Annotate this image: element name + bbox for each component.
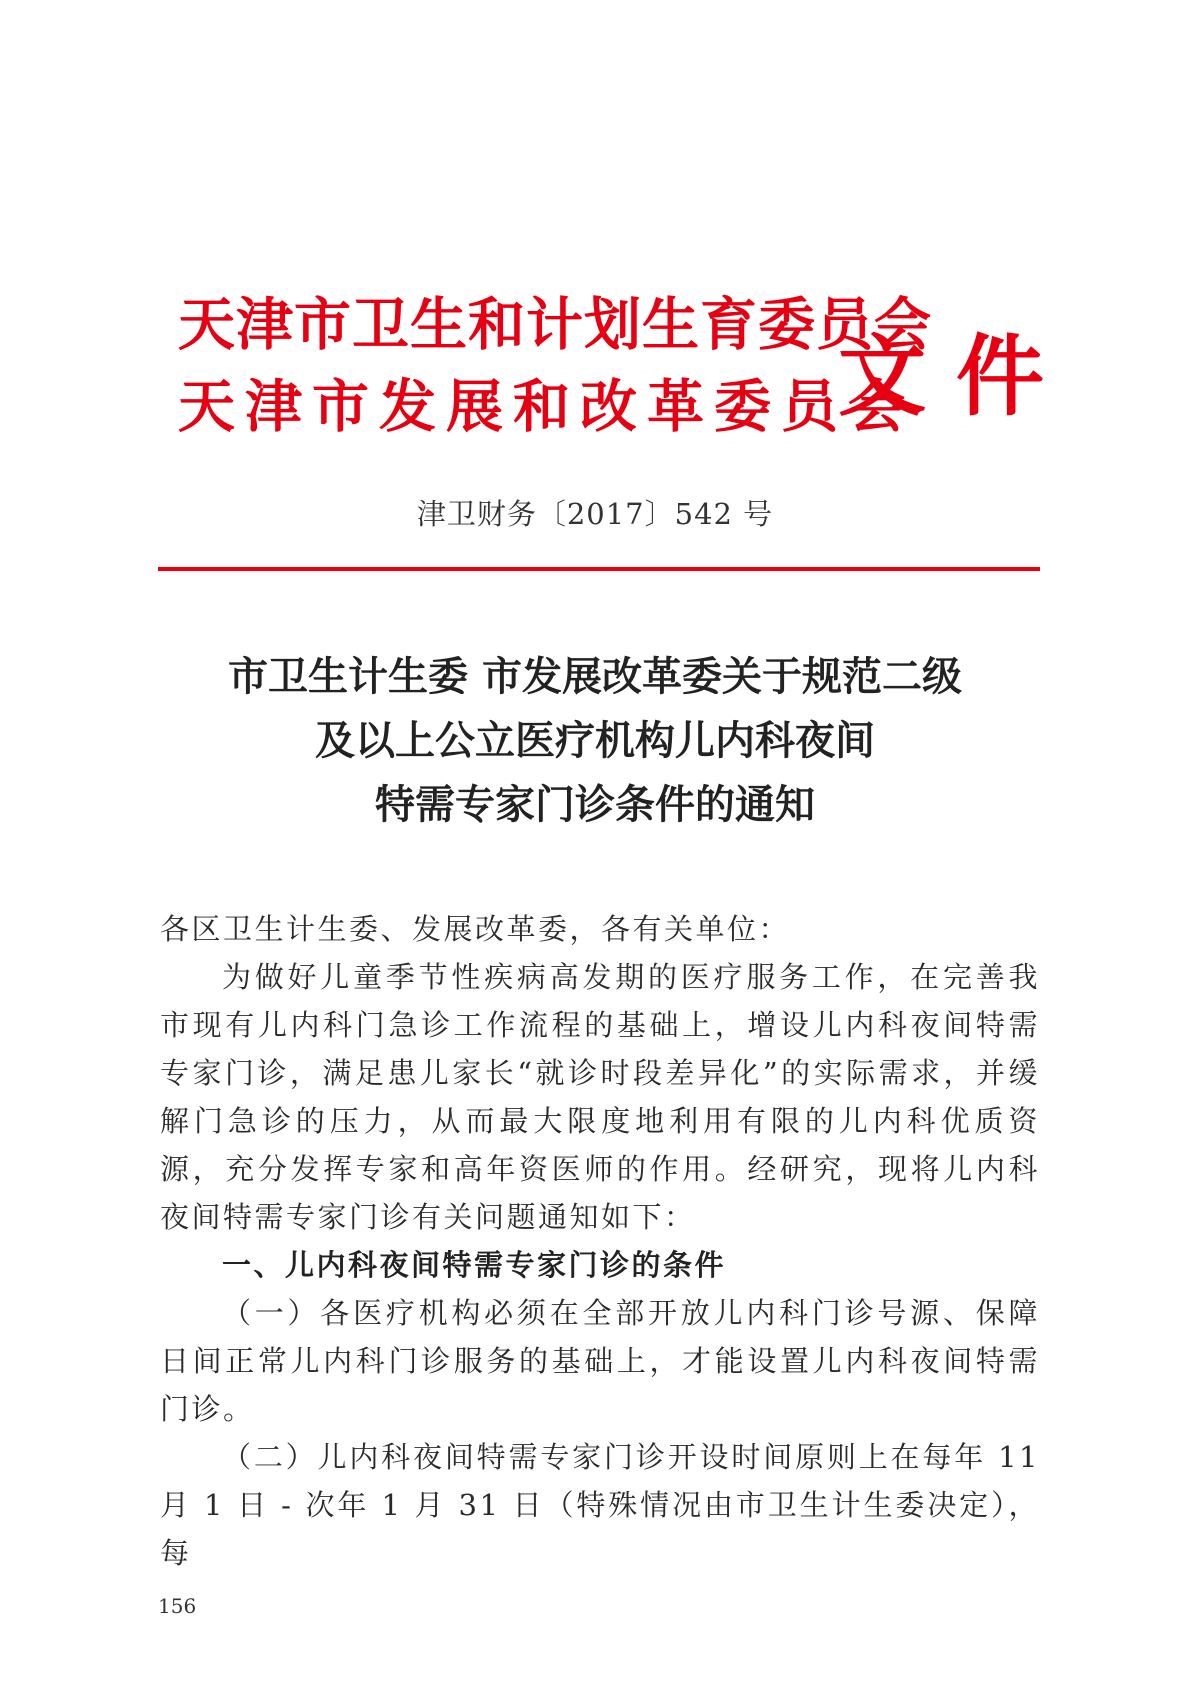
document-body xyxy=(160,905,1040,1577)
document-title xyxy=(0,645,1190,837)
list-item: （一）各医疗机构必须在全部开放儿内科门诊号源、保障日间正常儿内科门诊服务的基础上，才能设置儿内科夜间特需门诊。 xyxy=(160,1296,1040,1426)
issuer-name-health-commission: 天津市卫生和计划生育委员会 xyxy=(178,291,932,358)
red-divider-line xyxy=(158,567,1040,571)
title-line-2: 及以上公立医疗机构儿内科夜间 xyxy=(315,717,875,764)
document-masthead xyxy=(178,291,1075,457)
salutation: 各区卫生计生委、发展改革委，各有关单位： xyxy=(160,912,791,946)
document-label: 文件 xyxy=(838,324,1075,428)
section-heading: 一、儿内科夜间特需专家门诊的条件 xyxy=(222,1248,727,1282)
title-line-3: 特需专家门诊条件的通知 xyxy=(375,781,815,828)
body-paragraph: 为做好儿童季节性疾病高发期的医疗服务工作，在完善我市现有儿内科门急诊工作流程的基础上，增设儿内科夜间特需专家门诊，满足患儿家长“就诊时段差异化”的实际需求，并缓解门急诊的压力，从而最大限度地利用有限的儿内科优质资源，充分发挥专家和高年资医师的作用。经研究，现将儿内科夜间特需专家门诊有关问题通知如下： xyxy=(160,960,1040,1234)
issuer-name-development-commission: 天津市发展和改革委员会 xyxy=(178,373,915,440)
list-item: （二）儿内科夜间特需专家门诊开设时间原则上在每年 11 月 1 日 - 次年 1 月 31 日（特殊情况由市卫生计生委决定），每 xyxy=(160,1440,1040,1570)
document-number: 津卫财务〔2017〕542 号 xyxy=(416,497,774,531)
page-number: 156 xyxy=(158,1594,197,1618)
title-line-1: 市卫生计生委 市发展改革委关于规范二级 xyxy=(228,653,962,700)
